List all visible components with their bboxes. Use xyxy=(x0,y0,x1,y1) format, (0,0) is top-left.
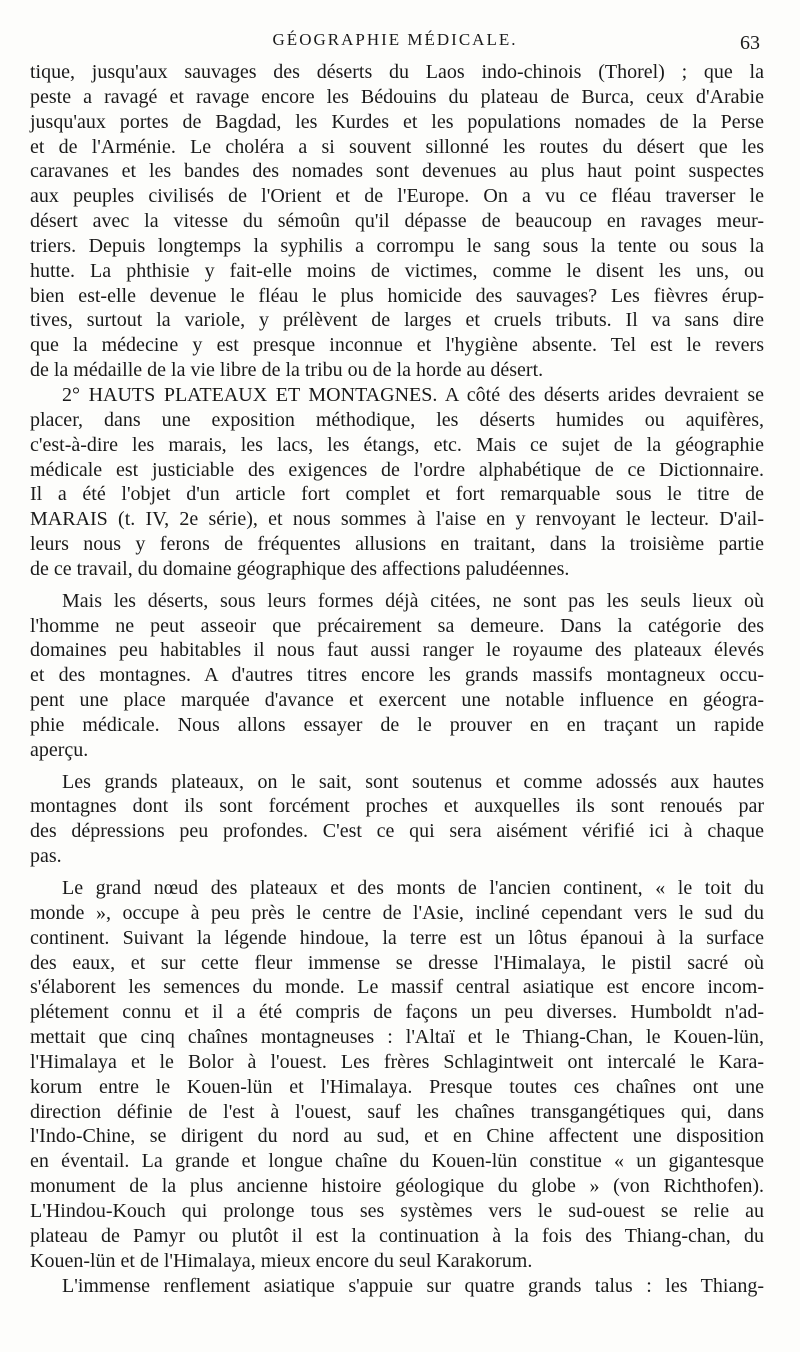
text-line: pent une place marquée d'avance et exercent une notable influence en géogra- xyxy=(30,689,764,712)
text-line: Il a été l'objet d'un article fort complet et fort remarquable sous le titre de xyxy=(30,483,764,506)
text-line: mettait que cinq chaînes montagneuses : l'Altaï et le Thiang-Chan, le Kouen-lün, xyxy=(30,1026,764,1049)
text-line: montagnes dont ils sont forcément proches et auxquelles ils sont renoués par xyxy=(30,795,764,818)
page-number: 63 xyxy=(740,32,760,54)
text-line: de ce travail, du domaine géographique des affections paludéennes. xyxy=(30,557,570,580)
text-line: l'Indo-Chine, se dirigent du nord au sud, et en Chine affectent une disposition xyxy=(30,1125,764,1148)
text-line: tique, jusqu'aux sauvages des déserts du Laos indo-chinois (Thorel) ; que la xyxy=(30,61,764,83)
text-line: monument de la plus ancienne histoire géologique du globe » (von Richthofen). xyxy=(30,1175,764,1198)
text-line: c'est-à-dire les marais, les lacs, les étangs, etc. Mais ce sujet de la géographie xyxy=(30,433,764,456)
text-line: caravanes et les bandes des nomades sont devenues au plus haut point suspectes xyxy=(30,160,764,183)
text-line: des dépressions peu profondes. C'est ce qui sera aisément vérifié ici à chaque xyxy=(30,820,764,843)
text-line: et des montagnes. A d'autres titres encore les grands massifs montagneux occu- xyxy=(30,664,764,687)
text-line: Kouen-lün et de l'Himalaya, mieux encore du seul Karakorum. xyxy=(30,1249,533,1272)
text-line: leurs nous y ferons de fréquentes allusions en traitant, dans la troisième partie xyxy=(30,533,764,556)
text-line: l'homme ne peut asseoir que précairement sa demeure. Dans la catégorie des xyxy=(30,614,764,637)
text-line: peste a ravagé et ravage encore les Bédouins du plateau de Burca, ceux d'Arabie xyxy=(30,85,764,108)
text-line: korum entre le Kouen-lün et l'Himalaya. Presque toutes ces chaînes ont une xyxy=(30,1075,764,1098)
text-line: triers. Depuis longtemps la syphilis a corrompu le sang sous la tente ou sous la xyxy=(30,234,764,257)
text-line: des eaux, et sur cette fleur immense se dresse l'Himalaya, le pistil sacré où xyxy=(30,951,764,974)
text-line: MARAIS (t. IV, 2e série), et nous sommes à l'aise en y renvoyant le lecteur. D'ail- xyxy=(30,508,764,531)
text-line: plétement connu et il a été compris de façons un peu diverses. Humboldt n'ad- xyxy=(30,1001,764,1024)
running-head xyxy=(30,30,760,58)
text-line: Le grand nœud des plateaux et des monts de l'ancien continent, « le toit du xyxy=(62,877,764,899)
text-line: que la médecine y est presque inconnue et l'hygiène absente. Tel est le revers xyxy=(30,334,764,357)
text-line: en éventail. La grande et longue chaîne du Kouen-lün constitue « un gigantesque xyxy=(30,1150,764,1173)
text-line: L'Hindou-Kouch qui prolonge tous ses systèmes vers le sud-ouest se relie au xyxy=(30,1199,764,1222)
text-line: aux peuples civilisés de l'Orient et de l'Europe. On a vu ce fléau traverser le xyxy=(30,185,764,208)
text-line: désert avec la vitesse du sémoûn qu'il dépasse de beaucoup en ravages meur- xyxy=(30,210,764,233)
text-line: hutte. La phthisie y fait-elle moins de victimes, comme le disent les uns, ou xyxy=(30,259,764,282)
text-line: médicale est justiciable des exigences de l'ordre alphabétique de ce Dictionnaire. xyxy=(30,458,764,481)
text-line: l'Himalaya et le Bolor à l'ouest. Les frères Schlagintweit ont intercalé le Kara- xyxy=(30,1050,764,1073)
body-text xyxy=(30,60,764,1298)
text-line: aperçu. xyxy=(30,738,89,761)
text-line: monde », occupe à peu près le centre de l'Asie, incliné cependant vers le sud du xyxy=(30,901,764,924)
text-line: phie médicale. Nous allons essayer de le prouver en en traçant un rapide xyxy=(30,713,764,736)
text-line: L'immense renflement asiatique s'appuie sur quatre grands talus : les Thiang- xyxy=(62,1274,764,1297)
text-line: domaines peu habitables il nous faut aussi ranger le royaume des plateaux élevés xyxy=(30,639,764,662)
text-line: placer, dans une exposition méthodique, les déserts humides ou aquifères, xyxy=(30,408,764,431)
text-line: de la médaille de la vie libre de la tribu ou de la horde au désert. xyxy=(30,359,544,382)
text-line: Les grands plateaux, on le sait, sont soutenus et comme adossés aux hautes xyxy=(62,770,764,793)
text-line: et de l'Arménie. Le choléra a si souvent sillonné les routes du désert que les xyxy=(30,135,764,158)
text-line: Mais les déserts, sous leurs formes déjà citées, ne sont pas les seuls lieux où xyxy=(62,589,764,612)
text-line: jusqu'aux portes de Bagdad, les Kurdes et les populations nomades de la Perse xyxy=(30,110,764,133)
text-line: bien est-elle devenue le fléau le plus homicide des sauvages? Les fièvres érup- xyxy=(30,284,764,307)
text-line: tives, surtout la variole, y prélèvent de larges et cruels tributs. Il va sans dire xyxy=(30,309,764,332)
running-title: GÉOGRAPHIE MÉDICALE. xyxy=(272,30,518,49)
text-line: plateau de Pamyr ou plutôt il est la continuation à la fois des Thiang-chan, du xyxy=(30,1224,764,1247)
section-heading-line: 2° HAUTS PLATEAUX ET MONTAGNES. A côté des déserts arides devraient se xyxy=(62,383,764,406)
text-line: pas. xyxy=(30,845,62,868)
text-line: direction définie de l'est à l'ouest, sauf les chaînes transgangétiques qui, dans xyxy=(30,1100,764,1123)
text-line: continent. Suivant la légende hindoue, la terre est un lôtus épanoui à la surface xyxy=(30,926,764,949)
text-line: s'élaborent les semences du monde. Le massif central asiatique est encore incom- xyxy=(30,976,764,999)
